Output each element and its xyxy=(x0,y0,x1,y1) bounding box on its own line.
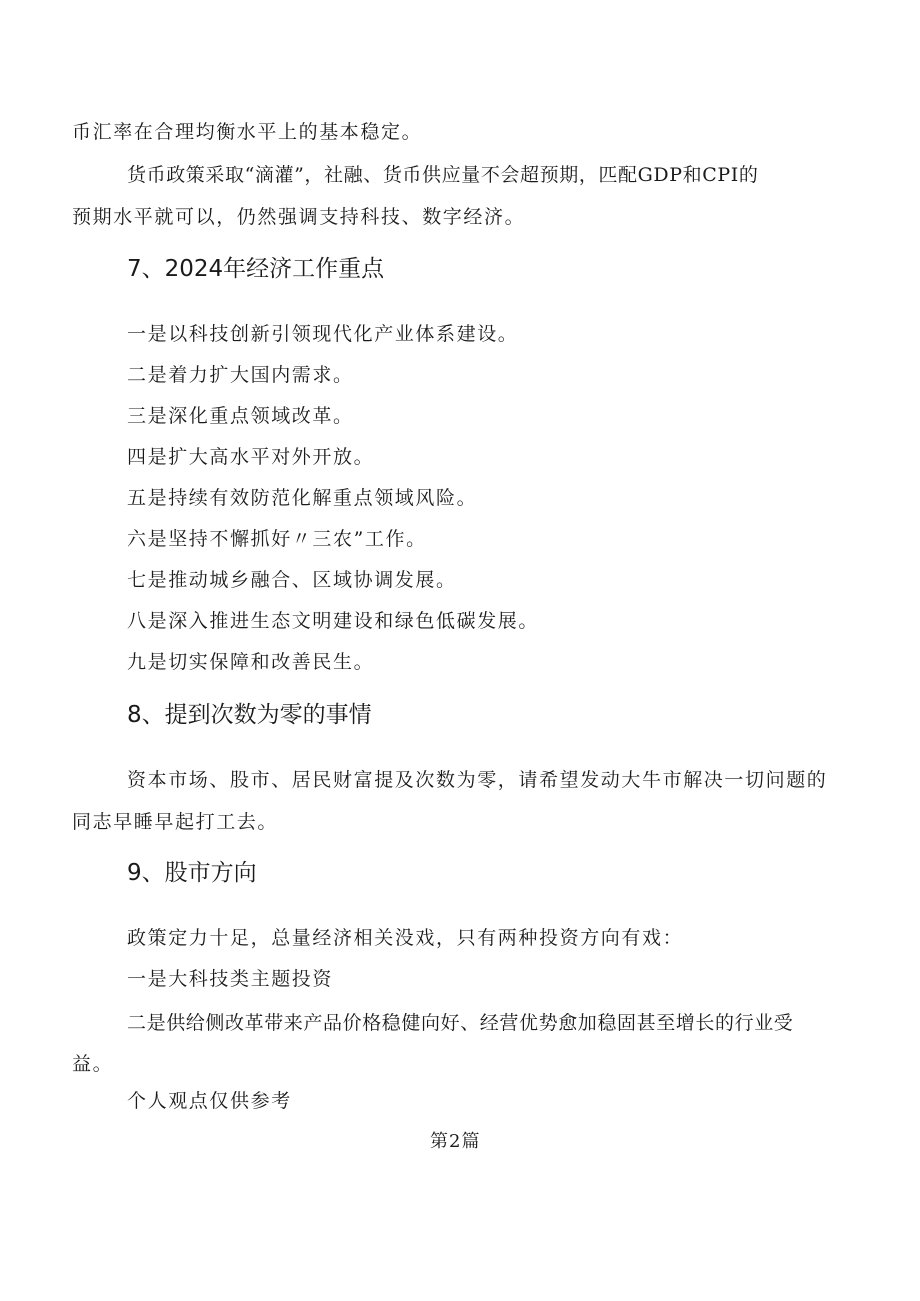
intro-paragraph: 币汇率在合理均衡水平上的基本稳定。 xyxy=(72,121,423,143)
section-7-item: 二是着力扩大国内需求。 xyxy=(127,364,354,386)
section-9-heading: 9、股市方向 xyxy=(127,860,257,886)
personal-opinion-note: 个人观点仅供参考 xyxy=(127,1090,292,1112)
section-7-item: 九是切实保障和改善民生。 xyxy=(127,651,375,673)
section-9-item: 一是大科技类主题投资 xyxy=(127,968,334,990)
section-8-heading: 8、提到次数为零的事情 xyxy=(127,702,372,728)
monetary-policy-paragraph-line1: 货币政策采取“滴灌”，社融、货币供应量不会超预期，匹配GDP和CPI的 xyxy=(127,164,759,186)
section-7-heading: 7、2024年经济工作重点 xyxy=(127,256,385,282)
section-9-paragraph: 政策定力十足，总量经济相关没戏，只有两种投资方向有戏： xyxy=(127,927,684,949)
section-7-item: 五是持续有效防范化解重点领域风险。 xyxy=(127,487,478,509)
section-8-paragraph-line1: 资本市场、股市、居民财富提及次数为零，请希望发动大牛市解决一切问题的 xyxy=(127,769,828,791)
section-9-item-line1: 二是供给侧改革带来产品价格稳健向好、经营优势愈加稳固甚至增长的行业受 xyxy=(127,1012,794,1034)
section-7-item: 四是扩大高水平对外开放。 xyxy=(127,446,375,468)
section-7-item: 一是以科技创新引领现代化产业体系建设。 xyxy=(127,323,519,345)
section-7-item: 三是深化重点领域改革。 xyxy=(127,405,354,427)
section-9-item-line2: 益。 xyxy=(72,1053,114,1075)
section-8-paragraph-line2: 同志早睡早起打工去。 xyxy=(72,811,279,833)
part-label: 第2篇 xyxy=(430,1131,481,1152)
section-7-item: 六是坚持不懈抓好〃三农”工作。 xyxy=(127,528,427,550)
monetary-policy-paragraph-line2: 预期水平就可以，仍然强调支持科技、数字经济。 xyxy=(72,206,526,228)
section-7-item: 七是推动城乡融合、区域协调发展。 xyxy=(127,569,457,591)
section-7-item: 八是深入推进生态文明建设和绿色低碳发展。 xyxy=(127,610,540,632)
